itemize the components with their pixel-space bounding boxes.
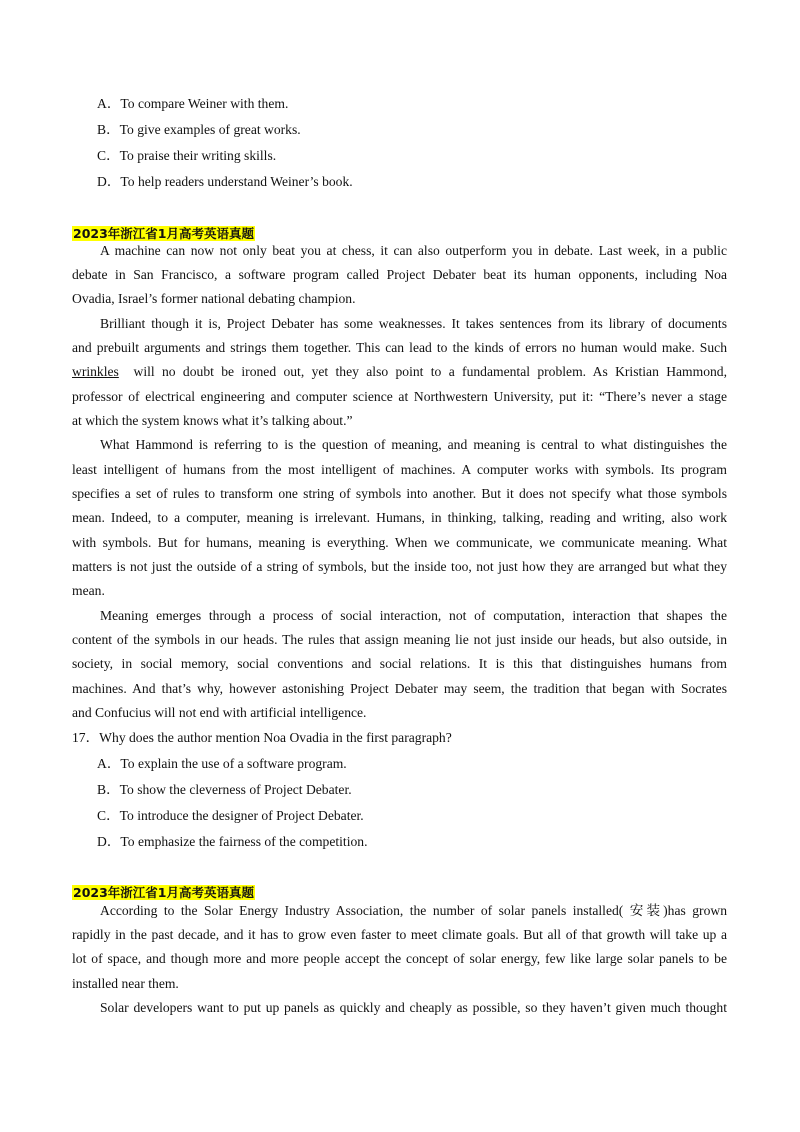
paragraph-line: Ovadia, Israel’s former national debating champion. (72, 291, 356, 306)
paragraph-line: Solar developers want to put up panels as quickly and cheaply as possible, so they haven’t given much thought (100, 1000, 727, 1015)
paragraph-line: mean. Indeed, to a computer, meaning is irrelevant. Humans, in thinking, talking, reading and writing, also work (72, 510, 727, 525)
paragraph-line: A machine can now not only beat you at chess, it can also outperform you in debate. Last week, in a public (100, 243, 727, 258)
q17-option-d: D．To emphasize the fairness of the competition. (97, 834, 368, 849)
paragraph-line: matters is not just the outside of a string of symbols, but the inside too, not just how they are arranged but what they (72, 559, 727, 574)
question-17: 17．Why does the author mention Noa Ovadia in the first paragraph? (72, 730, 452, 745)
paragraph-line: Meaning emerges through a process of social interaction, not of computation, interaction that shapes the (100, 608, 727, 623)
q17-option-c: C．To introduce the designer of Project Debater. (97, 808, 364, 823)
paragraph-line: professor of electrical engineering and computer science at Northwestern University, put it: “There’s never a stage (72, 389, 727, 404)
paragraph-line: machines. And that’s why, however astonishing Project Debater may seem, the tradition that began with Socrates (72, 681, 727, 696)
paragraph-line: mean. (72, 583, 105, 598)
paragraph-line: and prebuilt arguments and strings them together. This can lead to the kinds of errors no human would make. Such (72, 340, 727, 355)
source-tag: 2023年浙江省1月高考英语真题 (73, 885, 254, 900)
paragraph-line: with symbols. But for humans, meaning is everything. When we communicate, we communicate meaning. What (72, 535, 727, 550)
paragraph-line: wrinkles will no doubt be ironed out, yet they also point to a fundamental problem. As Kristian Hammond, (72, 364, 727, 379)
paragraph-line: specifies a set of rules to transform one string of symbols into another. But it does not specify what those symbols (72, 486, 727, 501)
paragraph-line: society, in social memory, social conventions and social relations. It is this that distinguishes humans from (72, 656, 727, 671)
paragraph-line: and Confucius will not end with artificial intelligence. (72, 705, 367, 720)
option-a: A．To compare Weiner with them. (97, 96, 289, 111)
paragraph-line: content of the symbols in our heads. The rules that assign meaning lie not just inside our heads, but also outside, in (72, 632, 727, 647)
paragraph-line: rapidly in the past decade, and it has to grow even faster to meet climate goals. But all of that growth will take up a (72, 927, 727, 942)
paragraph-line: least intelligent of humans from the most intelligent of machines. A computer works with symbols. Its program (72, 462, 727, 477)
paragraph-line: installed near them. (72, 976, 179, 991)
option-b: B．To give examples of great works. (97, 122, 301, 137)
paragraph-line: debate in San Francisco, a software program called Project Debater beat its human opponents, including Noa (72, 267, 727, 282)
paragraph-line: lot of space, and though more and more people accept the concept of solar energy, few like large solar panels to be (72, 951, 727, 966)
option-c: C．To praise their writing skills. (97, 148, 277, 163)
q17-option-b: B．To show the cleverness of Project Debater. (97, 782, 352, 797)
paragraph-line: at which the system knows what it’s talking about.” (72, 413, 353, 428)
paragraph-line: According to the Solar Energy Industry Association, the number of solar panels installed( 安装)has grown (100, 903, 727, 918)
underlined-word: wrinkles (72, 364, 119, 379)
option-d: D．To help readers understand Weiner’s book. (97, 174, 353, 189)
paragraph-line: Brilliant though it is, Project Debater has some weaknesses. It takes sentences from its library of documents (100, 316, 727, 331)
source-tag: 2023年浙江省1月高考英语真题 (73, 226, 254, 241)
q17-option-a: A．To explain the use of a software program. (97, 756, 347, 771)
paragraph-line: What Hammond is referring to is the question of meaning, and meaning is central to what distinguishes the (100, 437, 727, 452)
